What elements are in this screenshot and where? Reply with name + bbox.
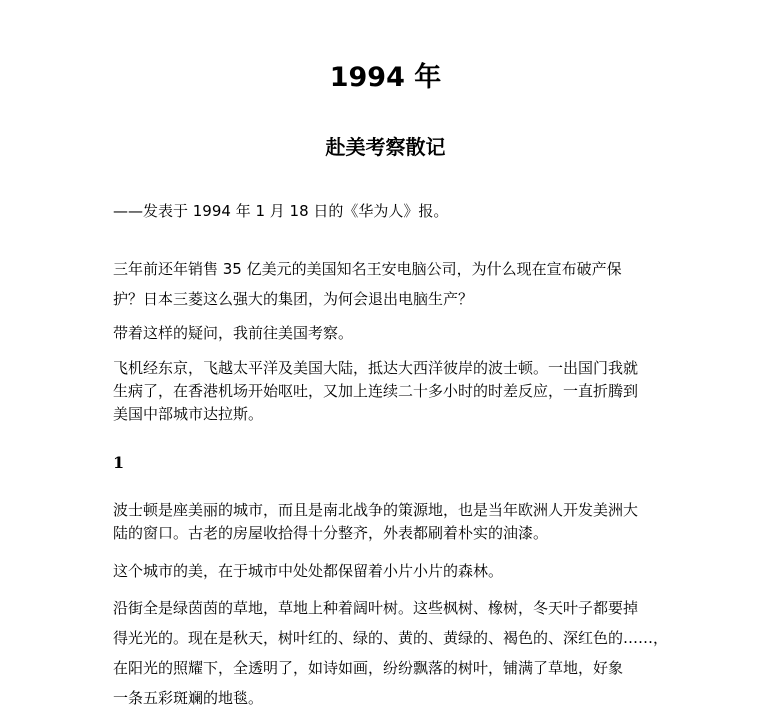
paragraph-3 xyxy=(113,357,673,426)
paragraph-line: 美国中部城市达拉斯。 xyxy=(113,405,264,423)
paragraph-line: 生病了，在香港机场开始呕吐，又加上连续二十多小时的时差反应，一直折腾到 xyxy=(113,382,639,400)
paragraph-line: 一条五彩斑斓的地毯。 xyxy=(113,689,264,707)
section-paragraph-3 xyxy=(113,593,673,713)
paragraph-line: 护？日本三菱这么强大的集团，为何会退出电脑生产？ xyxy=(113,290,474,308)
section-number: 1 xyxy=(113,453,125,472)
byline: ——发表于 1994 年 1 月 18 日的《华为人》报。 xyxy=(113,202,449,220)
document-title: 1994 年 xyxy=(329,62,442,93)
section-paragraph-1 xyxy=(113,499,673,545)
paragraph-line: 这个城市的美，在于城市中处处都保留着小片小片的森林。 xyxy=(113,562,504,580)
paragraph-line: 三年前还年销售 35 亿美元的美国知名王安电脑公司，为什么现在宣布破产保 xyxy=(113,260,622,278)
paragraph-line: 在阳光的照耀下，全透明了，如诗如画，纷纷飘落的树叶，铺满了草地，好象 xyxy=(113,659,624,677)
section-paragraph-2 xyxy=(113,557,673,585)
paragraph-line: 得光光的。现在是秋天，树叶红的、绿的、黄的、黄绿的、褐色的、深红色的……， xyxy=(113,629,669,647)
paragraph-2 xyxy=(113,319,673,347)
paragraph-line: 波士顿是座美丽的城市，而且是南北战争的策源地，也是当年欧洲人开发美洲大 xyxy=(113,501,639,519)
paragraph-line: 飞机经东京，飞越太平洋及美国大陆，抵达大西洋彼岸的波士顿。一出国门我就 xyxy=(113,359,639,377)
document-subtitle: 赴美考察散记 xyxy=(325,135,446,159)
paragraph-line: 陆的窗口。古老的房屋收拾得十分整齐，外表都刷着朴实的油漆。 xyxy=(113,524,549,542)
paragraph-line: 沿街全是绿茵茵的草地，草地上种着阔叶树。这些枫树、橡树，冬天叶子都要掉 xyxy=(113,599,639,617)
paragraph-line: 带着这样的疑问，我前往美国考察。 xyxy=(113,324,354,342)
paragraph-1 xyxy=(113,254,673,314)
